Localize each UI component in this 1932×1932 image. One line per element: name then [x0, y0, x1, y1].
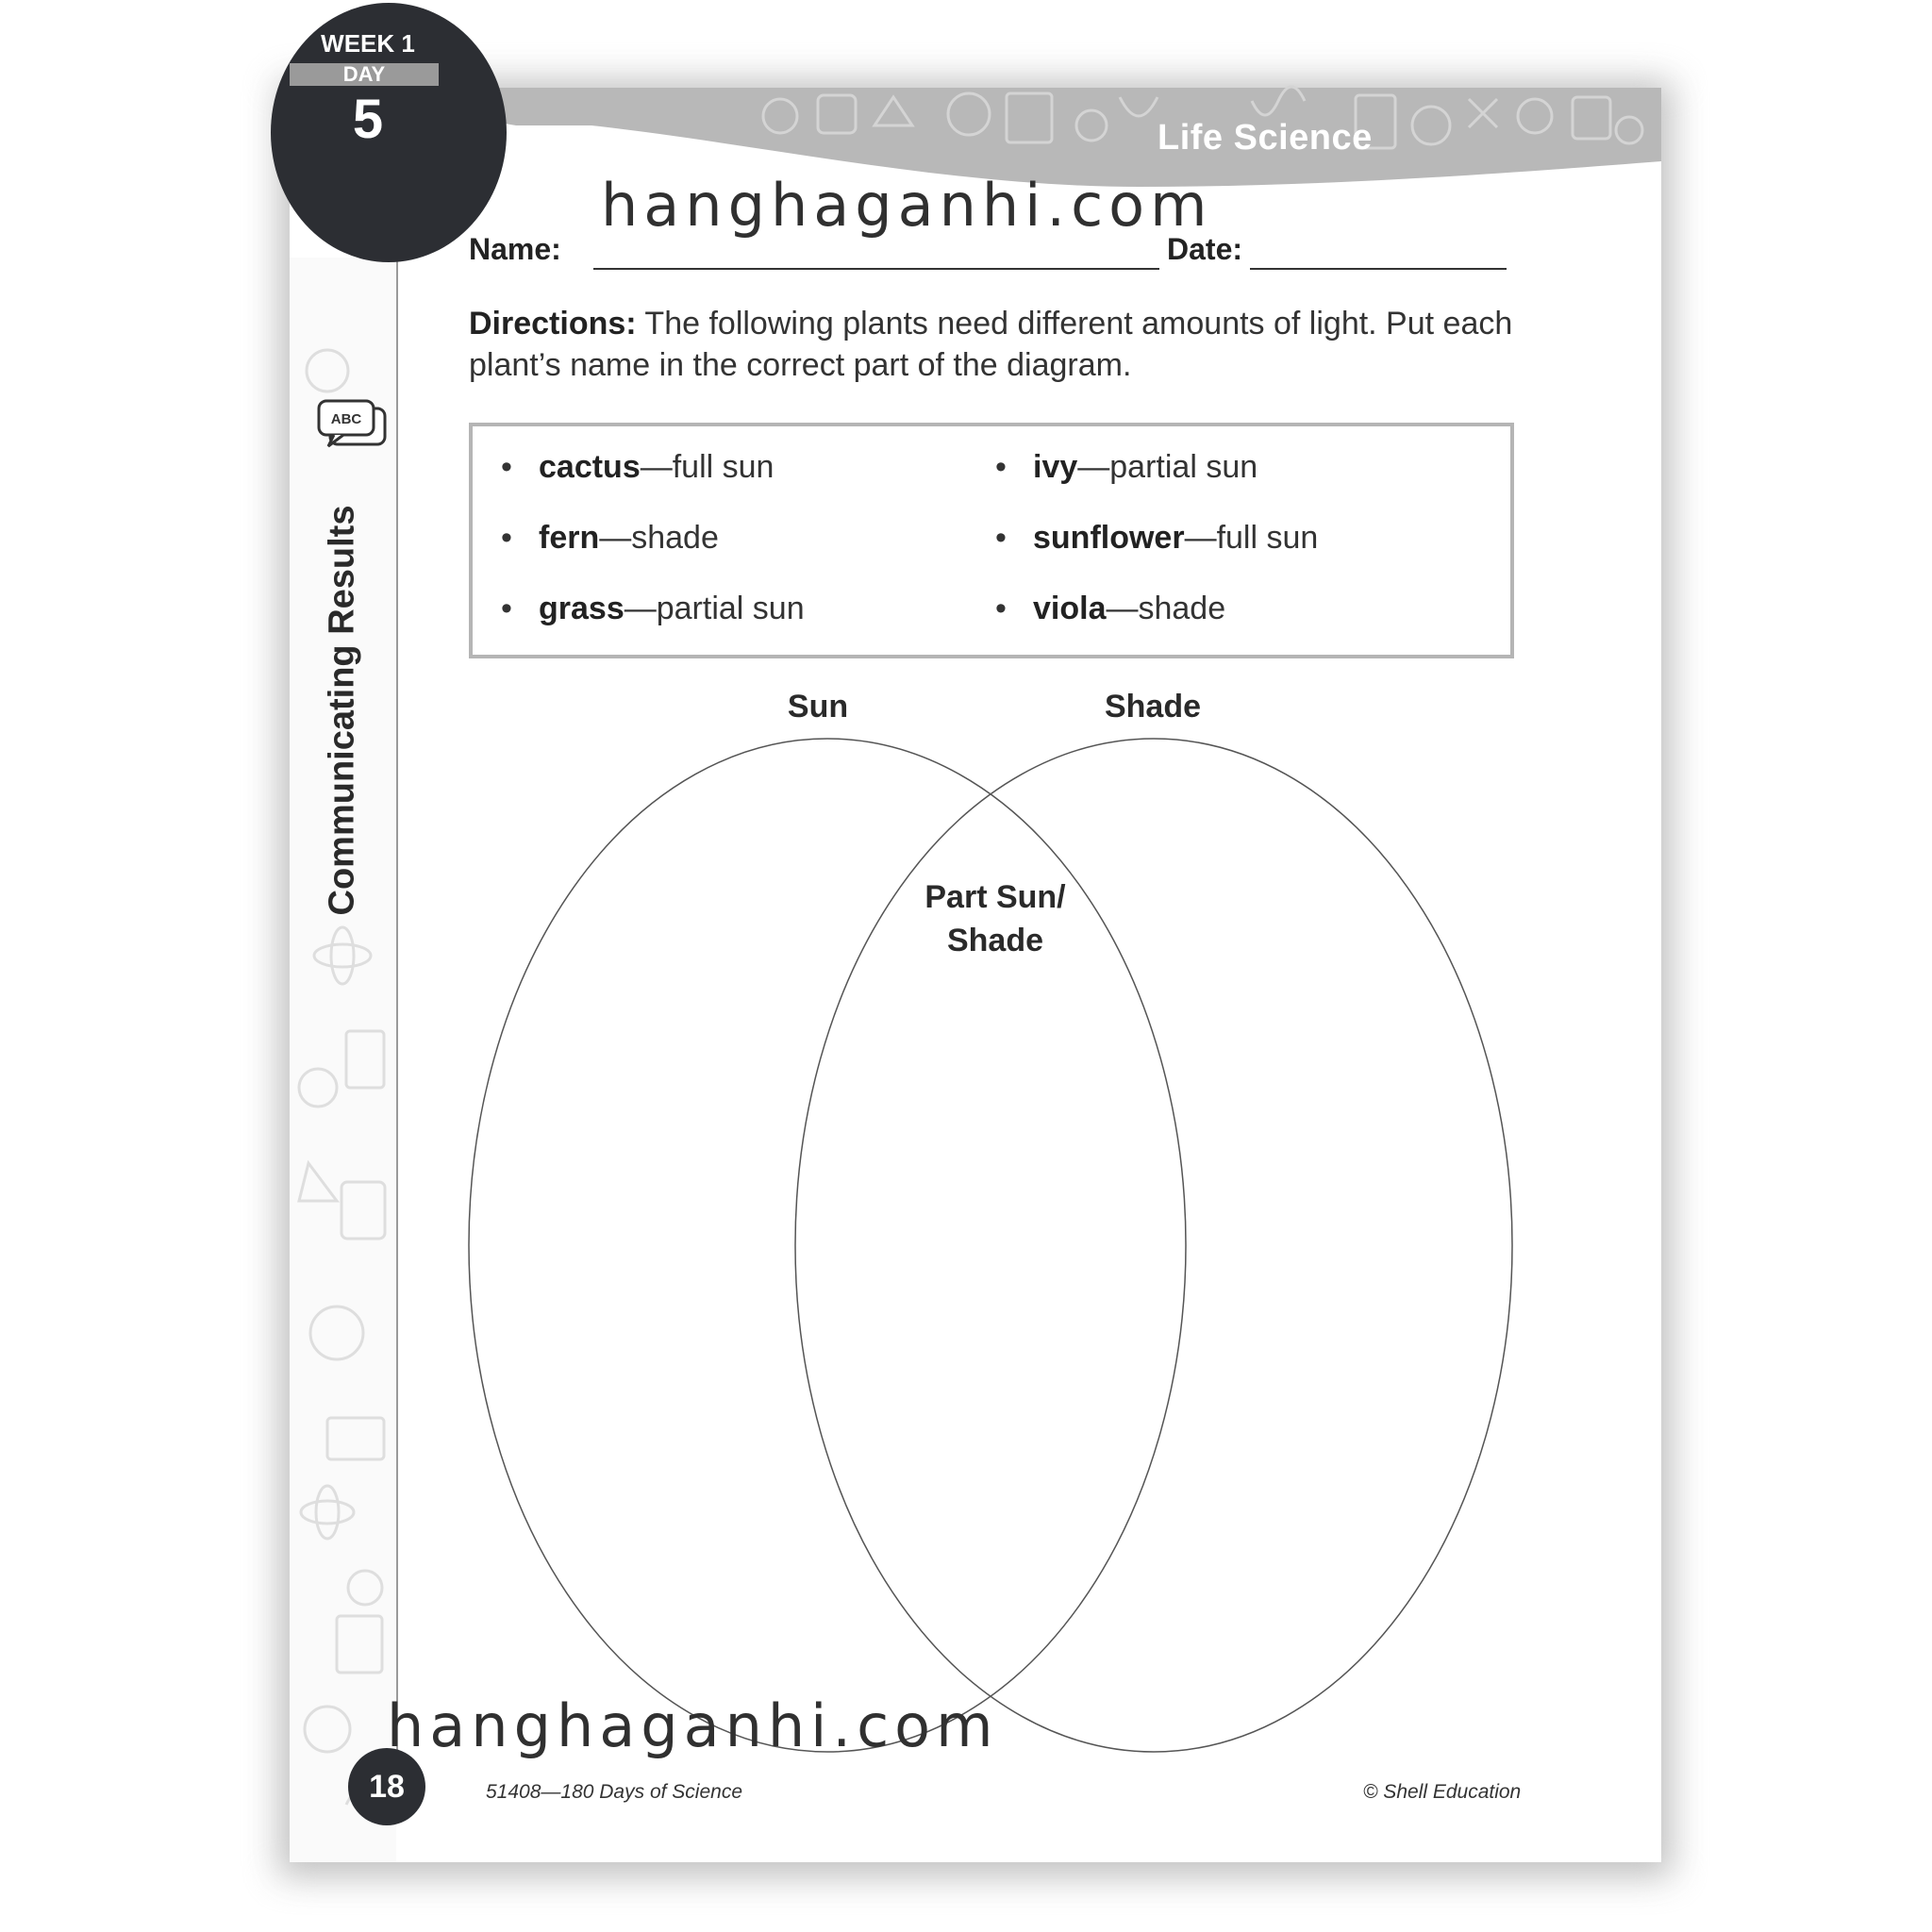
plant-name: fern — [539, 520, 600, 556]
venn-shade-label: Shade — [1104, 689, 1202, 724]
footer-copyright: © Shell Education — [1363, 1781, 1522, 1803]
plant-name: cactus — [539, 449, 641, 485]
venn-diagram — [290, 88, 1661, 1862]
plant-light: —shade — [1106, 591, 1226, 626]
plant-light: —full sun — [1184, 520, 1319, 556]
venn-overlap-line2: Shade — [946, 923, 1044, 958]
plant-name: viola — [1033, 591, 1107, 626]
day-number: 5 — [352, 89, 384, 150]
directions-text: The following plants need different amounts of light. Put each plant’s name in the correct part of the diagram. — [469, 306, 1513, 383]
directions-lead: Directions: — [469, 306, 637, 341]
venn-overlap-label — [882, 875, 1108, 962]
day-label: DAY — [290, 63, 439, 86]
plant-light: —shade — [599, 520, 719, 556]
week-label: WEEK 1 — [321, 29, 415, 58]
venn-sun-label: Sun — [787, 689, 849, 724]
venn-overlap-line1: Part Sun/ — [924, 879, 1066, 915]
list-item: • cactus—full sun — [501, 449, 774, 485]
plant-light: —partial sun — [1077, 449, 1258, 485]
list-item: • viola—shade — [995, 591, 1226, 626]
subject-title: Life Science — [1158, 118, 1373, 158]
list-item: • ivy—partial sun — [995, 449, 1258, 485]
worksheet-page — [290, 29, 1661, 1862]
plant-light: —partial sun — [624, 591, 805, 626]
name-label: Name: — [469, 232, 561, 266]
plant-light: —full sun — [640, 449, 774, 485]
plant-name: grass — [539, 591, 625, 626]
date-label: Date: — [1167, 232, 1243, 266]
list-item: • sunflower—full sun — [995, 520, 1319, 556]
footer-book-title: 51408—180 Days of Science — [486, 1781, 743, 1803]
abc-icon-text: ABC — [330, 411, 362, 427]
watermark-bottom: hanghaganhi.com — [387, 1691, 999, 1760]
plant-name: sunflower — [1033, 520, 1185, 556]
list-item: • fern—shade — [501, 520, 719, 556]
skill-label: Communicating Results — [322, 505, 362, 916]
plant-name: ivy — [1033, 449, 1078, 485]
list-item: • grass—partial sun — [501, 591, 805, 626]
watermark-top: hanghaganhi.com — [601, 171, 1213, 240]
page-number: 18 — [348, 1748, 425, 1825]
